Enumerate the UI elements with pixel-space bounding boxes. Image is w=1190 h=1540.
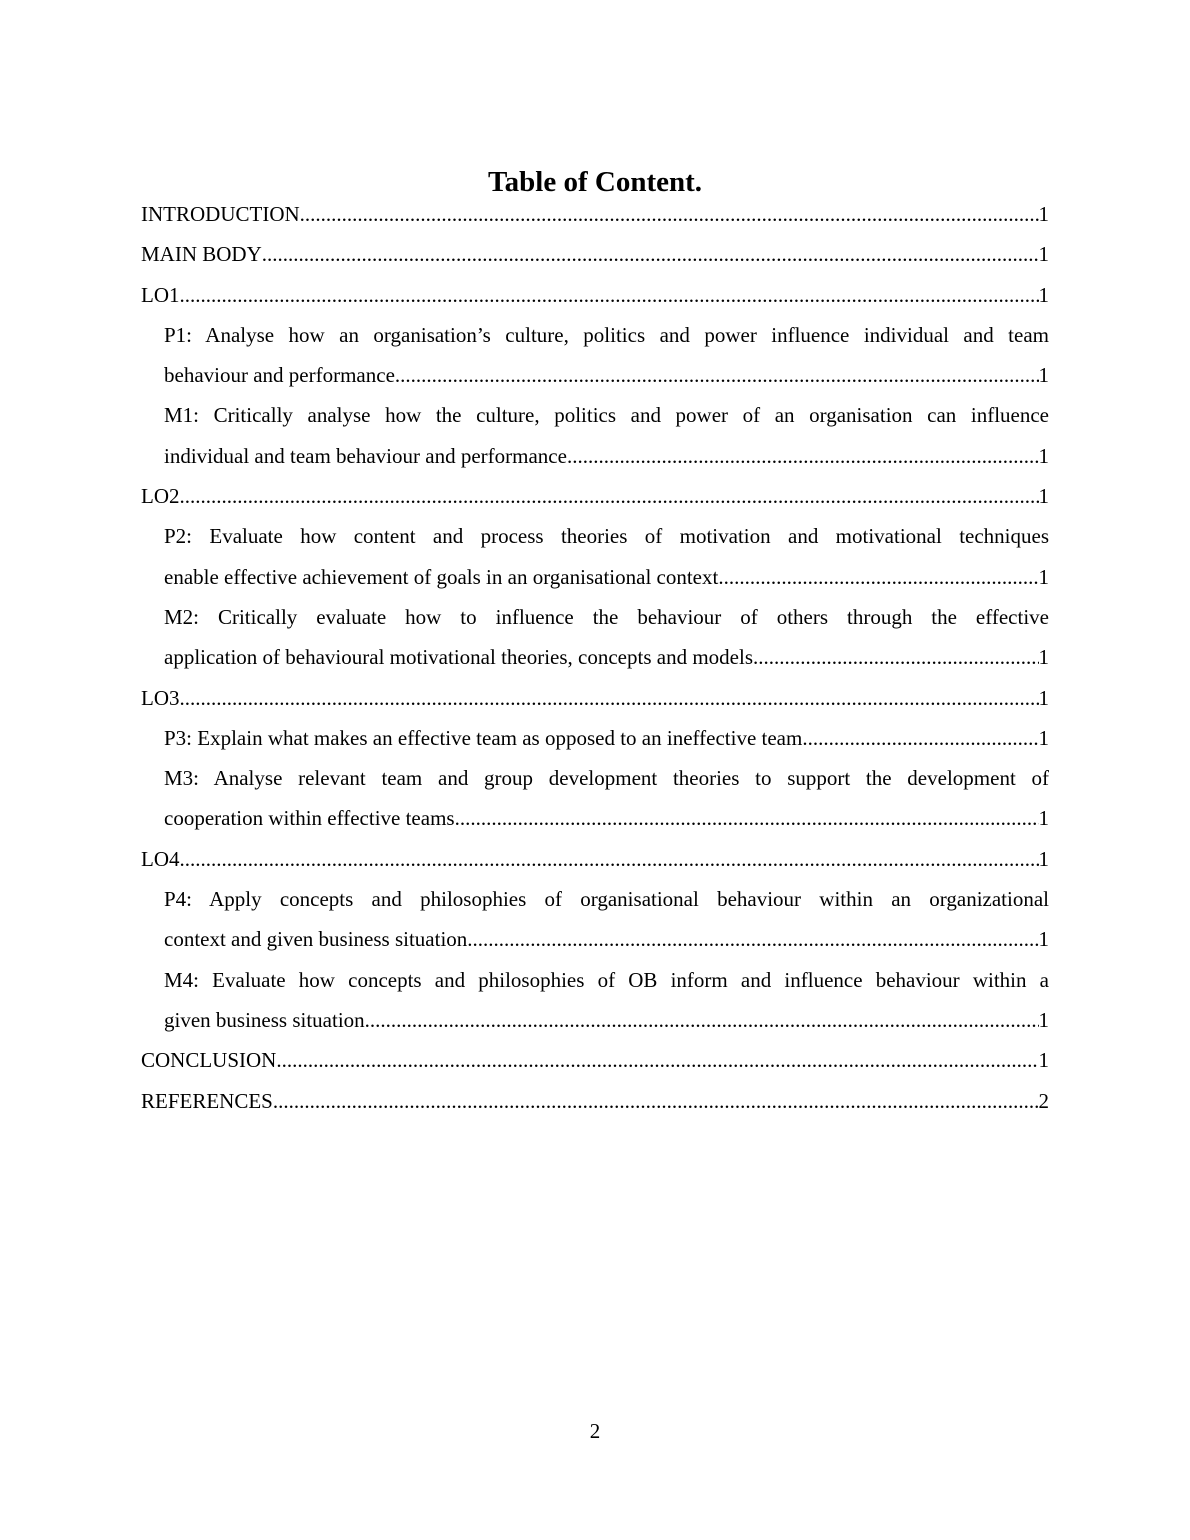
toc-page-number: 1: [1038, 443, 1049, 468]
toc-entry-text: INTRODUCTION: [141, 202, 300, 226]
dot-leader: [802, 718, 1038, 758]
toc-page-number: 1: [1038, 685, 1049, 710]
toc-page-number: 1: [1038, 645, 1049, 670]
toc-entry-text: individual and team behaviour and performance: [164, 443, 567, 468]
dot-leader: [180, 275, 1039, 315]
toc-entry-text-lead: P1: Analyse how an organisation’s culture, politics and power influence individual and team: [164, 322, 1049, 347]
toc-entry-p2[interactable]: [164, 516, 1049, 597]
dot-leader: [300, 194, 1039, 234]
toc-entry-text-lead: M2: Critically evaluate how to influence the behaviour of others through the effective: [164, 604, 1049, 629]
toc-entry-text: CONCLUSION: [141, 1048, 277, 1073]
toc-entry-m2[interactable]: [164, 597, 1049, 678]
dot-leader: [718, 557, 1038, 597]
dot-leader: [180, 839, 1039, 879]
toc-entry-text-lead: P2: Evaluate how content and process theories of motivation and motivational techniques: [164, 524, 1049, 549]
toc-page-number: 1: [1038, 202, 1049, 226]
toc-entry-text-lead: M1: Critically analyse how the culture, politics and power of an organisation can influence: [164, 403, 1049, 428]
dot-leader: [753, 637, 1039, 677]
toc-entry-text: given business situation: [164, 1007, 365, 1032]
toc-title: Table of Content.: [487, 166, 703, 198]
toc-entry-text-lead: M4: Evaluate how concepts and philosophies of OB inform and influence behaviour within a: [164, 967, 1049, 992]
toc-page-number: 1: [1038, 242, 1049, 267]
toc-entry-main-body[interactable]: [141, 234, 1049, 274]
dot-leader: [262, 234, 1039, 274]
toc-entry-text: LO3: [141, 685, 180, 710]
toc-entry-m1[interactable]: [164, 395, 1049, 476]
dot-leader: [395, 355, 1039, 395]
dot-leader: [467, 919, 1038, 959]
toc-entry-text-lead: P4: Apply concepts and philosophies of organisational behaviour within an organizational: [164, 887, 1049, 912]
dot-leader: [180, 476, 1039, 516]
toc-entry-lo1[interactable]: [141, 275, 1049, 315]
toc-page-number: 2: [1038, 1088, 1049, 1113]
toc-entry-text: REFERENCES: [141, 1088, 273, 1113]
toc-entry-text: enable effective achievement of goals in an organisational context: [164, 564, 719, 589]
toc-page-number: 1: [1038, 846, 1049, 871]
toc-entry-m3[interactable]: [164, 758, 1049, 839]
toc-entry-text: context and given business situation: [164, 927, 468, 952]
toc-entry-lo3[interactable]: [141, 678, 1049, 718]
dot-leader: [567, 436, 1039, 476]
toc-entry-lo2[interactable]: [141, 476, 1049, 516]
page-number: 2: [589, 1419, 601, 1443]
dot-leader: [455, 798, 1039, 838]
toc-entry-text: P3: Explain what makes an effective team as opposed to an ineffective team: [164, 725, 803, 750]
dot-leader: [276, 1040, 1038, 1080]
toc-entry-text: cooperation within effective teams: [164, 806, 455, 831]
toc-entry-text-lead: M3: Analyse relevant team and group development theories to support the development of: [164, 766, 1049, 791]
table-of-contents: [141, 194, 1049, 1121]
toc-entry-p3[interactable]: [164, 718, 1049, 758]
dot-leader: [365, 1000, 1039, 1040]
dot-leader: [180, 678, 1039, 718]
toc-entry-text: MAIN BODY: [141, 242, 262, 267]
toc-page-number: 1: [1038, 484, 1049, 509]
toc-entry-references[interactable]: [141, 1081, 1049, 1121]
toc-entry-text: LO1: [141, 282, 180, 307]
toc-entry-conclusion[interactable]: [141, 1040, 1049, 1080]
toc-entry-lo4[interactable]: [141, 839, 1049, 879]
toc-entry-p4[interactable]: [164, 879, 1049, 960]
toc-page-number: 1: [1038, 927, 1049, 952]
toc-entry-text: LO4: [141, 846, 180, 871]
toc-entry-introduction[interactable]: [141, 194, 1049, 234]
toc-entry-m4[interactable]: [164, 960, 1049, 1041]
dot-leader: [273, 1081, 1039, 1121]
toc-page-number: 1: [1038, 806, 1049, 831]
toc-entry-text: application of behavioural motivational theories, concepts and models: [164, 645, 753, 670]
toc-page-number: 1: [1038, 363, 1049, 388]
toc-entry-p1[interactable]: [164, 315, 1049, 396]
toc-entry-text: behaviour and performance: [164, 363, 395, 388]
toc-page-number: 1: [1038, 564, 1049, 589]
toc-page-number: 1: [1038, 1007, 1049, 1032]
toc-entry-text: LO2: [141, 484, 180, 509]
toc-page-number: 1: [1038, 282, 1049, 307]
toc-page-number: 1: [1038, 725, 1049, 750]
toc-page-number: 1: [1038, 1048, 1049, 1073]
